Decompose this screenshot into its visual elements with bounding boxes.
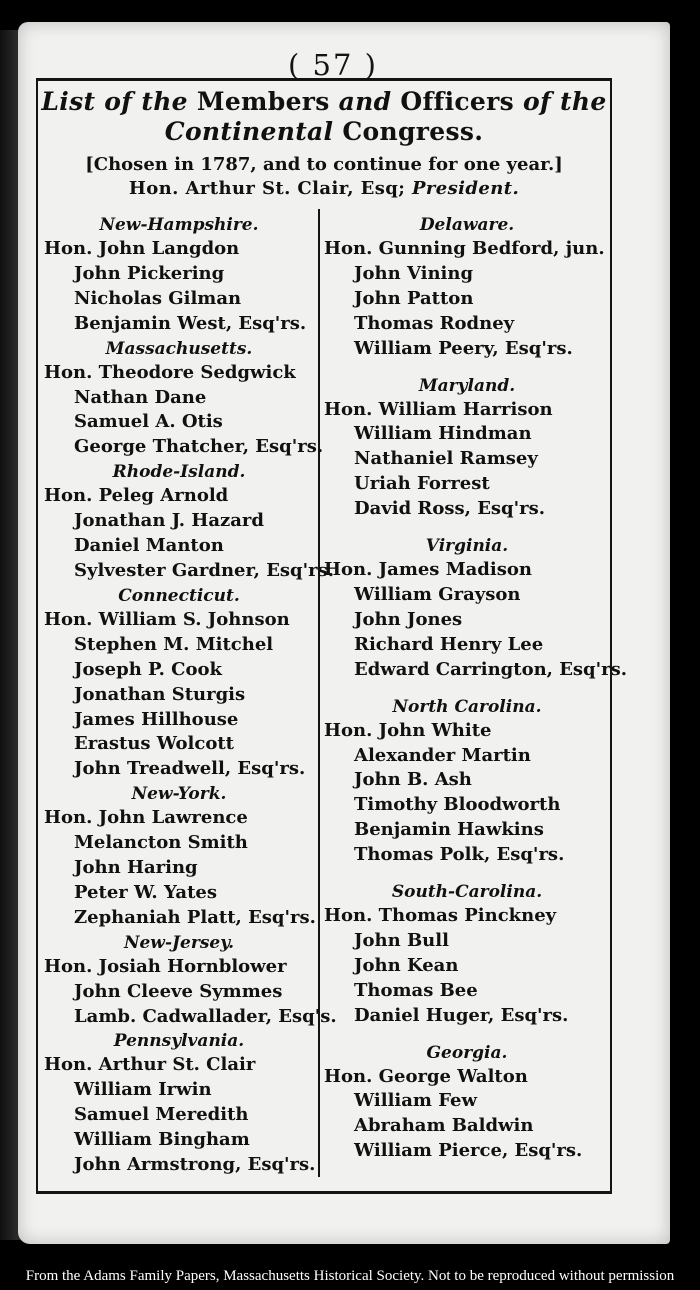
member-name: Richard Henry Lee	[354, 633, 544, 655]
member-name: Daniel Manton	[74, 535, 224, 557]
member-name: Hon. Josiah Hornblower	[44, 955, 287, 977]
member-name: Benjamin West, Esq'rs.	[74, 312, 307, 334]
member-name: Sylvester Gardner, Esq'rs.	[74, 559, 335, 581]
president-name: Hon. Arthur St. Clair, Esq;	[128, 178, 406, 199]
member-name: William Hindman	[354, 423, 532, 445]
member-name: Hon. John Lawrence	[44, 807, 248, 829]
state-heading: Delaware.	[419, 215, 515, 235]
member-name: Alexander Martin	[354, 744, 531, 766]
member-name: Thomas Bee	[354, 979, 478, 1001]
title-line-2	[38, 117, 610, 147]
member-name: Hon. Thomas Pinckney	[324, 905, 557, 927]
page-number: ( 57 )	[288, 48, 378, 82]
copyright-footer: From the Adams Family Papers, Massachusetts Historical Society. Not to be reproduced without permission	[25, 1268, 675, 1284]
title-part: and	[338, 87, 392, 116]
title-part: of the	[523, 87, 607, 116]
president-line	[38, 177, 610, 201]
title-part: Officers	[391, 87, 523, 116]
state-heading: South-Carolina.	[391, 882, 543, 903]
title-part: Congress.	[333, 117, 484, 146]
member-name: William Peery, Esq'rs.	[354, 337, 573, 359]
member-name: Hon. George Walton	[324, 1065, 528, 1087]
subtitle: [Chosen in 1787, and to continue for one year.]	[85, 154, 563, 175]
president-role: President.	[405, 178, 520, 199]
member-name: Edward Carrington, Esq'rs.	[354, 658, 628, 680]
member-name: Hon. Peleg Arnold	[44, 485, 229, 507]
member-name: John B. Ash	[354, 769, 472, 791]
member-name: Hon. John Langdon	[44, 238, 240, 259]
member-name: Hon. Gunning Bedford, jun.	[324, 238, 605, 259]
member-name: James Hillhouse	[74, 708, 239, 730]
member-name: Melancton Smith	[74, 832, 248, 854]
member-name: Abraham Baldwin	[354, 1115, 534, 1137]
member-name: Jonathan Sturgis	[74, 683, 246, 705]
right-column	[324, 213, 628, 1164]
title-line-1	[38, 87, 610, 117]
state-heading: Massachusetts.	[105, 338, 253, 359]
member-name: John Vining	[354, 262, 474, 284]
state-gap	[324, 683, 610, 695]
member-name: Benjamin Hawkins	[354, 819, 544, 841]
member-name: Nathan Dane	[74, 386, 207, 408]
member-name: Thomas Rodney	[354, 312, 515, 334]
member-name: Samuel Meredith	[74, 1104, 249, 1126]
member-name: Timothy Bloodworth	[354, 794, 561, 816]
member-name: John Haring	[74, 857, 198, 879]
state-heading: Virginia.	[425, 536, 509, 557]
title-block	[38, 87, 610, 201]
member-name: John Jones	[354, 608, 463, 630]
state-heading: Maryland.	[418, 375, 516, 396]
member-name: Lamb. Cadwallader, Esq's.	[74, 1005, 337, 1027]
column-divider	[318, 209, 320, 1177]
state-gap	[324, 868, 610, 880]
member-name: Daniel Huger, Esq'rs.	[354, 1004, 569, 1026]
member-name: Zephaniah Platt, Esq'rs.	[74, 906, 316, 928]
member-name: John Bull	[354, 929, 449, 951]
state-heading: New-Jersey.	[123, 932, 235, 953]
member-name: Samuel A. Otis	[74, 411, 223, 433]
member-name: Thomas Polk, Esq'rs.	[354, 844, 565, 866]
state-heading: New-York.	[131, 784, 227, 805]
state-heading: New-Hampshire.	[99, 215, 259, 235]
member-name: John Armstrong, Esq'rs.	[74, 1154, 316, 1176]
member-name: Hon. James Madison	[324, 559, 532, 581]
member-name: John Pickering	[74, 262, 225, 284]
member-name: Uriah Forrest	[354, 473, 490, 495]
member-name: Erastus Wolcott	[74, 733, 234, 755]
member-name: John Treadwell, Esq'rs.	[74, 758, 306, 780]
member-name: Stephen M. Mitchel	[74, 633, 274, 655]
list-frame	[36, 78, 628, 1194]
member-name: Jonathan J. Hazard	[74, 510, 264, 532]
member-name: Hon. William Harrison	[324, 398, 553, 420]
member-name: William Few	[354, 1090, 477, 1112]
state-heading: Connecticut.	[118, 585, 240, 606]
member-name: Hon. Theodore Sedgwick	[44, 361, 296, 383]
member-name: John Patton	[354, 287, 474, 309]
member-name: William Grayson	[354, 583, 521, 605]
member-name: Hon. Arthur St. Clair	[44, 1054, 256, 1076]
state-gap	[324, 1029, 610, 1041]
member-name: William Pierce, Esq'rs.	[354, 1140, 583, 1162]
member-name: William Irwin	[74, 1079, 212, 1101]
member-name: Hon. John White	[324, 719, 492, 741]
state-heading: North Carolina.	[392, 696, 542, 717]
state-heading: Pennsylvania.	[113, 1031, 245, 1052]
member-name: John Cleeve Symmes	[74, 980, 283, 1002]
title-part: Continental	[164, 117, 334, 146]
title-part: List of the	[41, 87, 188, 116]
state-heading: Georgia.	[426, 1042, 508, 1063]
member-name: John Kean	[354, 954, 459, 976]
member-name: Nicholas Gilman	[74, 287, 242, 309]
member-name: William Bingham	[74, 1129, 250, 1151]
state-gap	[324, 522, 610, 534]
state-gap	[324, 362, 610, 374]
document-page	[18, 22, 670, 1244]
left-column	[44, 213, 337, 1178]
state-heading: Rhode-Island.	[112, 462, 246, 483]
member-name: George Thatcher, Esq'rs.	[74, 436, 324, 458]
title-part: Members	[187, 87, 339, 116]
member-name: David Ross, Esq'rs.	[354, 498, 546, 520]
member-name: Joseph P. Cook	[74, 658, 222, 680]
member-name: Hon. William S. Johnson	[44, 608, 290, 630]
member-name: Peter W. Yates	[74, 881, 217, 903]
member-name: Nathaniel Ramsey	[354, 448, 538, 470]
